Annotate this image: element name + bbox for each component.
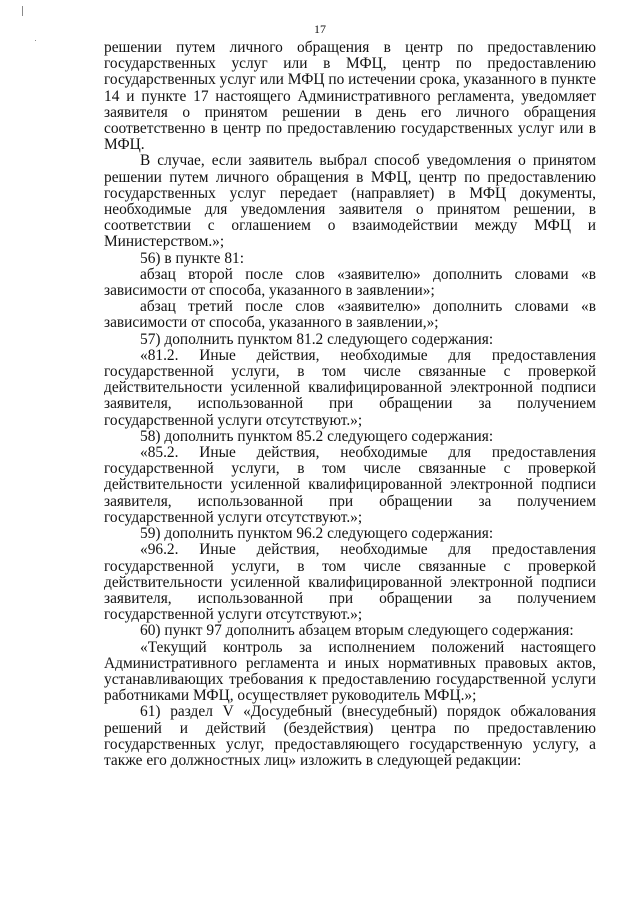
paragraph-item-85-2: «85.2. Иные действия, необходимые для предоставления государственной услуги, в том числе связанные с проверкой действительности усиленной квалифицированной электронной подписи заявителя, использованной при обращении за получением государственной услуги отсутствуют.»; <box>104 444 596 526</box>
document-body <box>104 40 596 769</box>
paragraph-item-81-2: «81.2. Иные действия, необходимые для предоставления государственной услуги, в том числе связанные с проверкой действительности усиленной квалифицированной электронной подписи заявителя, использованной при обращении за получением государственной услуги отсутствуют.»; <box>104 346 596 429</box>
paragraph-item-57: 57) дополнить пунктом 81.2 следующего содержания: <box>140 330 494 348</box>
paragraph-item-60: 60) пункт 97 дополнить абзацем вторым следующего содержания: <box>140 622 574 640</box>
paragraph-item-97-addition: «Текущий контроль за исполнением положений настоящего Административного регламента и иных нормативных правовых актов, устанавливающих требования к предоставлению государственной услуги работниками МФЦ, осуществляет руководитель МФЦ.»; <box>104 638 596 705</box>
paragraph-item-58: 58) дополнить пунктом 85.2 следующего содержания: <box>140 427 494 445</box>
paragraph-mfc-notification: В случае, если заявитель выбрал способ уведомления о принятом решении путем личного обращения в МФЦ, центр по предоставлению государственных услуг передает (направляет) в МФЦ документы, необходимые для уведомления заявителя о принятом решении, в соответствии с оглашением о взаимодействии между МФЦ и Министерством.»; <box>104 152 596 251</box>
paragraph-continuation: решении путем личного обращения в центр по предоставлению государственных услуг или в МФЦ, центр по предоставлению государственных услуг или МФЦ по истечении срока, указанного в пункте 14 и пункте 17 настоящего Административного регламента, уведомляет заявителя о принятом решении в день его личного обращения соответственно в центр по предоставлению государственных услуг или в МФЦ. <box>104 39 596 154</box>
paragraph-item-59: 59) дополнить пунктом 96.2 следующего содержания: <box>140 525 494 543</box>
paragraph-item-96-2: «96.2. Иные действия, необходимые для предоставления государственной услуги, в том числе связанные с проверкой действительности усиленной квалифицированной электронной подписи заявителя, использованной при обращении за получением государственной услуги отсутствуют.»; <box>104 541 596 624</box>
page-number: 17 <box>314 22 326 36</box>
paragraph-item-61: 61) раздел V «Досудебный (внесудебный) порядок обжалования решений и действий (бездействия) центра по предоставлению государственных услуг, предоставляющего государственную услугу, а также его должностных лиц» изложить в следующей редакции: <box>104 703 596 769</box>
paragraph-item-56-para-3: абзац третий после слов «заявителю» дополнить словами «в зависимости от способа, указанного в заявлении,»; <box>104 298 596 332</box>
paragraph-item-56: 56) в пункте 81: <box>140 249 244 267</box>
paragraph-item-56-para-2: абзац второй после слов «заявителю» дополнить словами «в зависимости от способа, указанного в заявлении»; <box>104 265 596 300</box>
scan-mark <box>35 40 36 41</box>
scan-mark <box>22 6 23 16</box>
